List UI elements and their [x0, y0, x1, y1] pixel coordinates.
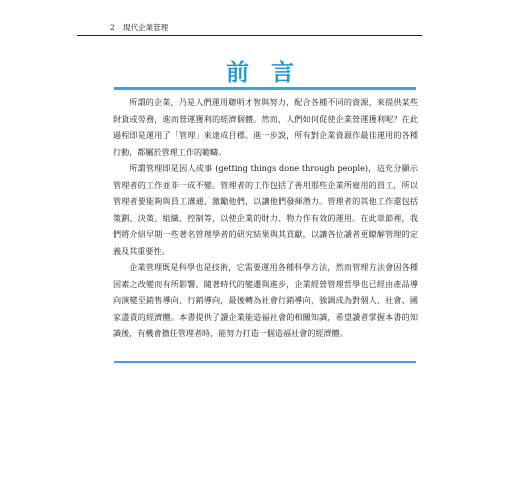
preface-title: 前言 — [226, 59, 316, 86]
paragraph-2: 所謂管理即是因人成事 (getting things done through people)，這充分顯示管理者的工作並非一成不變。管理者的工作包括了善用那些企業所雇用的員工，所以管理者要能夠與員工溝通、激勵他們，以讓他們發揮潛力。管理者的其他工作還包括策劃、決策、組織、控制等，以使企業的財力、物力作有效的運用。在此章節裡，我們將介紹早期一些著名管理學者的研究結果與其貢獻，以讓各位讀者更瞭解管理的定義及其重要性。 — [113, 163, 418, 256]
title-underline — [114, 87, 416, 90]
paragraph-1: 所謂的企業，乃是人們運用聰明才智與努力，配合各種不同的資源，來提供某些財貨或勞務，進而營運獲利的經濟個體。然而，人們如何促使企業營運獲利呢？在此過程即是運用了「管理」來達成目標。進一步說，所有對企業資源作最佳運用的各種行動，都屬於管理工作的範疇。 — [113, 97, 418, 157]
paragraph-3: 企業管理既是科學也是技術，它需要運用各種科學方法，然而管理方法會因各種因素之改變而有所影響。隨著時代的變遷與進步，企業經營管理哲學也已經由產品導向演變至銷售導向、行銷導向，最後轉為社會行銷導向，強調成為對個人、社會、國家盡責的經濟體。本書提供了讀企業能造福社會的相關知識，希望讀者掌握本書的知識後，有機會擔任管理者時，能努力打造一個造福社會的經濟體。 — [113, 262, 418, 338]
preface-body — [113, 94, 418, 342]
running-head — [77, 22, 422, 36]
closing-rule — [114, 361, 416, 363]
page-number: 2 — [110, 23, 115, 32]
header-rule — [77, 35, 422, 36]
running-head-title: 現代企業管理 — [123, 23, 169, 32]
